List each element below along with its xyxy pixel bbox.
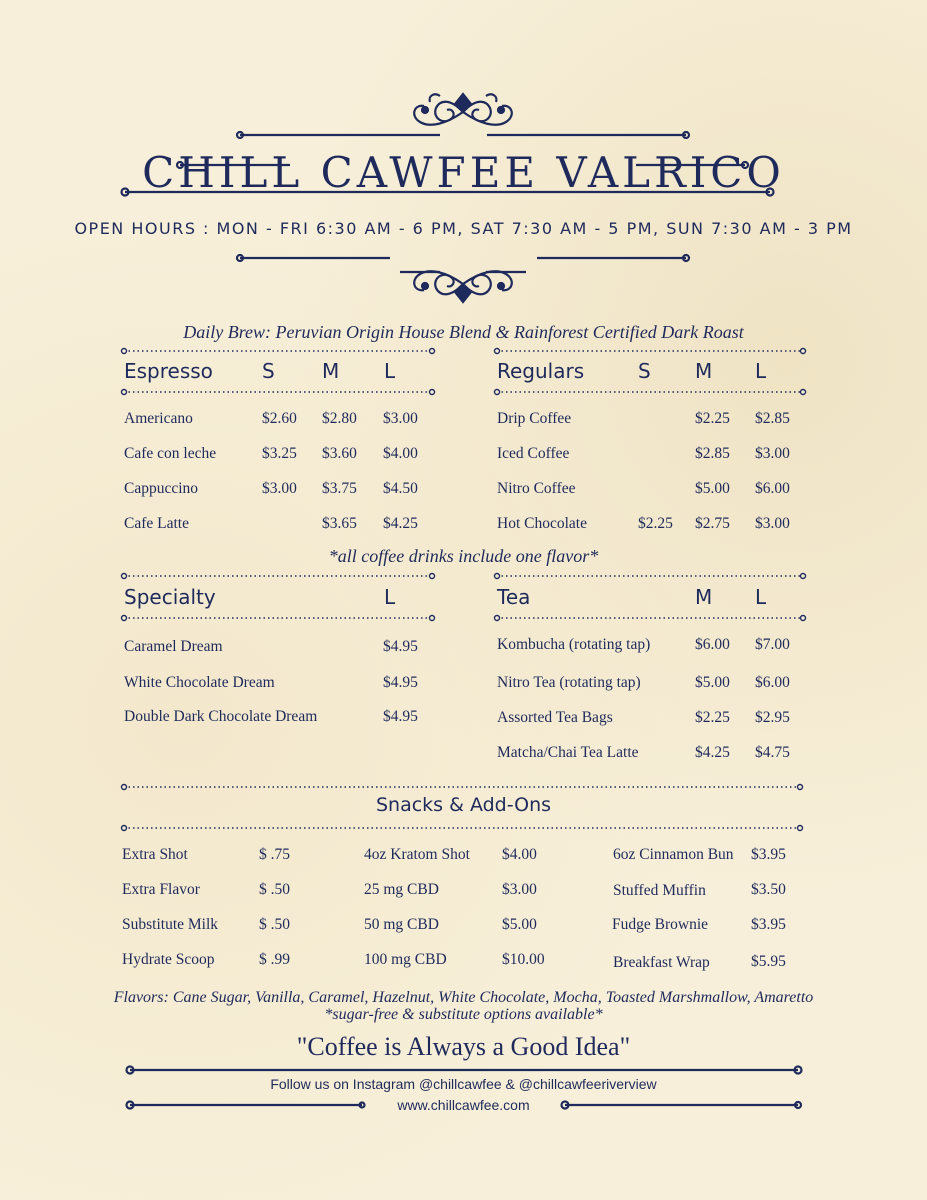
menu-item-name: White Chocolate Dream	[124, 674, 275, 691]
snack-item-name: Substitute Milk	[122, 916, 219, 933]
top-flourish-icon	[414, 94, 512, 125]
espresso-header: Espresso	[124, 359, 213, 383]
menu-item-price: $2.80	[322, 410, 357, 427]
menu-item-price: $3.75	[322, 480, 357, 497]
snack-item-name: Hydrate Scoop	[122, 951, 215, 968]
menu-item-name: Cafe Latte	[124, 515, 189, 532]
tea-size-l: L	[755, 585, 767, 609]
menu-item-price: $4.25	[695, 744, 730, 761]
menu-item-name: Kombucha (rotating tap)	[497, 636, 651, 653]
page-title: CHILL CAWFEE VALRICO	[142, 148, 785, 197]
menu-item-price: $3.00	[383, 410, 418, 427]
snack-item-price: $3.95	[751, 916, 786, 933]
menu-item-name: Iced Coffee	[497, 445, 570, 462]
snack-item-name: Extra Shot	[122, 846, 188, 863]
menu-item-price: $4.95	[383, 708, 418, 725]
menu-item-price: $3.00	[755, 445, 790, 462]
snack-item-price: $4.00	[502, 846, 537, 863]
menu-item-price: $4.50	[383, 480, 418, 497]
menu-item-price: $4.25	[383, 515, 418, 532]
menu-item-name: Matcha/Chai Tea Latte	[497, 744, 639, 761]
snack-item-name: 4oz Kratom Shot	[364, 846, 470, 863]
snack-item-price: $5.00	[502, 916, 537, 933]
menu-item-name: Caramel Dream	[124, 638, 223, 655]
menu-item-price: $4.95	[383, 638, 418, 655]
menu-item-name: Cafe con leche	[124, 445, 217, 462]
instagram-handles: Follow us on Instagram @chillcawfee & @chillcawfeeriverview	[270, 1076, 657, 1092]
menu-item-price: $3.60	[322, 445, 357, 462]
snack-item-price: $ .50	[259, 916, 290, 933]
menu-item-price: $5.00	[695, 674, 730, 691]
menu-item-price: $2.60	[262, 410, 297, 427]
daily-brew: Daily Brew: Peruvian Origin House Blend & Rainforest Certified Dark Roast	[183, 322, 744, 342]
menu-item-price: $4.00	[383, 445, 418, 462]
snack-item-name: Extra Flavor	[122, 881, 200, 898]
snack-item-price: $ .75	[259, 846, 290, 863]
menu-item-name: Nitro Tea (rotating tap)	[497, 674, 641, 691]
menu-item-price: $3.00	[262, 480, 297, 497]
menu-item-price: $2.95	[755, 709, 790, 726]
tea-size-m: M	[695, 585, 713, 609]
menu-item-name: Double Dark Chocolate Dream	[124, 708, 318, 725]
open-hours: OPEN HOURS : MON - FRI 6:30 AM - 6 PM, SAT 7:30 AM - 5 PM, SUN 7:30 AM - 3 PM	[74, 219, 853, 238]
menu-item-price: $6.00	[755, 674, 790, 691]
menu-item-price: $2.25	[695, 410, 730, 427]
coffee-flavor-note: *all coffee drinks include one flavor*	[328, 546, 599, 566]
regulars-size-l: L	[755, 359, 767, 383]
menu-item-price: $2.25	[695, 709, 730, 726]
menu-item-name: Hot Chocolate	[497, 515, 587, 532]
menu-item-name: Nitro Coffee	[497, 480, 576, 497]
snack-item-name: Breakfast Wrap	[613, 954, 710, 971]
snack-item-price: $3.95	[751, 846, 786, 863]
menu-item-name: Assorted Tea Bags	[497, 709, 613, 726]
menu-item-price: $7.00	[755, 636, 790, 653]
sugar-free-note: *sugar-free & substitute options available*	[324, 1006, 603, 1023]
menu-item-price: $4.75	[755, 744, 790, 761]
menu-item-price: $3.25	[262, 445, 297, 462]
menu-item-price: $6.00	[695, 636, 730, 653]
snack-item-price: $ .99	[259, 951, 290, 968]
menu-item-name: Cappuccino	[124, 480, 199, 497]
snack-item-price: $ .50	[259, 881, 290, 898]
tea-header: Tea	[497, 585, 531, 609]
menu-item-price: $2.85	[755, 410, 790, 427]
snack-item-name: 50 mg CBD	[364, 916, 439, 933]
menu-item-price: $2.25	[638, 515, 673, 532]
menu-item-price: $6.00	[755, 480, 790, 497]
snack-item-price: $5.95	[751, 953, 786, 970]
snack-item-name: 100 mg CBD	[364, 951, 447, 968]
espresso-size-l: L	[384, 359, 396, 383]
specialty-size-l: L	[384, 585, 396, 609]
menu-item-name: Drip Coffee	[497, 410, 572, 427]
regulars-size-s: S	[638, 359, 651, 383]
specialty-header: Specialty	[124, 585, 216, 609]
regulars-size-m: M	[695, 359, 713, 383]
menu-item-name: Americano	[124, 410, 193, 427]
snack-item-name: 6oz Cinnamon Bun	[613, 846, 734, 863]
espresso-size-m: M	[322, 359, 340, 383]
menu-item-price: $3.65	[322, 515, 357, 532]
snacks-header: Snacks & Add-Ons	[375, 794, 552, 816]
snack-item-name: 25 mg CBD	[364, 881, 439, 898]
regulars-header: Regulars	[497, 359, 585, 383]
menu-item-price: $4.95	[383, 674, 418, 691]
menu-item-price: $5.00	[695, 480, 730, 497]
snack-item-name: Fudge Brownie	[612, 916, 709, 933]
flavors-list: Flavors: Cane Sugar, Vanilla, Caramel, Hazelnut, White Chocolate, Mocha, Toasted Marshmallow, Amaretto	[113, 989, 814, 1006]
menu-item-price: $2.75	[695, 515, 730, 532]
snack-item-price: $10.00	[502, 951, 545, 968]
snack-item-price: $3.00	[502, 881, 537, 898]
snack-item-price: $3.50	[751, 881, 786, 898]
tagline-quote: "Coffee is Always a Good Idea"	[296, 1032, 631, 1061]
menu-item-price: $3.00	[755, 515, 790, 532]
menu-item-price: $2.85	[695, 445, 730, 462]
bottom-flourish-icon	[400, 271, 526, 302]
espresso-size-s: S	[262, 359, 275, 383]
snack-item-name: Stuffed Muffin	[613, 882, 706, 899]
website-link[interactable]: www.chillcawfee.com	[397, 1097, 530, 1113]
